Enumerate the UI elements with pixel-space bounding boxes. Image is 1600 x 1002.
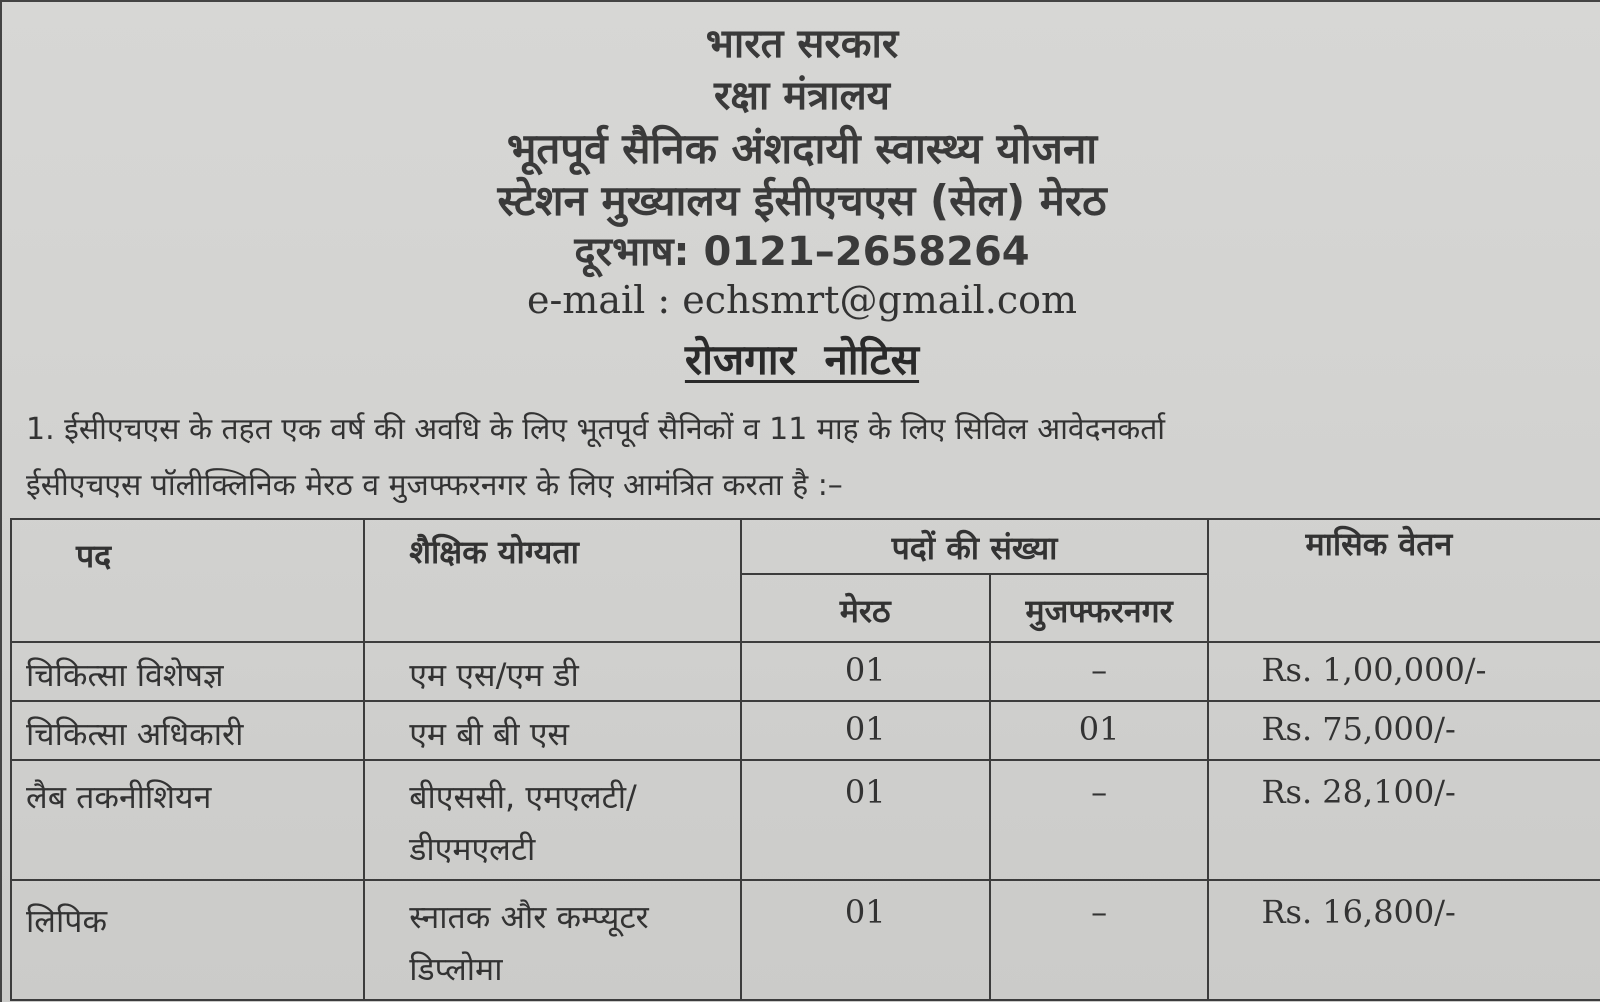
intro-line-1: 1. ईसीएचएस के तहत एक वर्ष की अवधि के लिए भूतपूर्व सैनिकों व 11 माह के लिए सिविल आवेदनकर्ता	[26, 412, 1166, 447]
notice-header	[2, 21, 1600, 387]
intro-paragraph	[26, 402, 1600, 514]
vacancy-table	[10, 518, 1600, 1001]
cell-salary: Rs. 1,00,000/-	[1208, 642, 1600, 701]
cell-post: चिकित्सा विशेषज्ञ	[11, 642, 364, 701]
cell-post: लैब तकनीशियन	[11, 760, 364, 880]
intro-line-2: ईसीएचएस पॉलीक्लिनिक मेरठ व मुजफ्फरनगर के लिए आमंत्रित करता है :–	[26, 468, 843, 503]
cell-muzaffarnagar: –	[990, 642, 1209, 701]
cell-muzaffarnagar: –	[990, 880, 1209, 1000]
header-station: स्टेशन मुख्यालय ईसीएचएस (सेल) मेरठ	[497, 176, 1107, 225]
cell-qualification: एम एस/एम डी	[364, 642, 740, 701]
header-scheme: भूतपूर्व सैनिक अंशदायी स्वास्थ्य योजना	[506, 124, 1098, 173]
notice-title: रोजगार नोटिस	[684, 335, 920, 384]
table-row	[11, 760, 1600, 880]
cell-salary: Rs. 75,000/-	[1208, 701, 1600, 760]
cell-meerut: 01	[741, 760, 990, 880]
cell-qualification: एम बी बी एस	[364, 701, 740, 760]
header-post: पद	[11, 519, 364, 642]
header-phone: दूरभाष: 0121–2658264	[574, 229, 1030, 275]
cell-muzaffarnagar: 01	[990, 701, 1209, 760]
header-email: e-mail : echsmrt@gmail.com	[526, 278, 1078, 322]
cell-qualification: बीएससी, एमएलटी/ डीएमएलटी	[364, 760, 740, 880]
cell-post: चिकित्सा अधिकारी	[11, 701, 364, 760]
header-salary: मासिक वेतन	[1208, 519, 1600, 642]
header-government: भारत सरकार	[705, 21, 899, 67]
cell-salary: Rs. 16,800/-	[1208, 880, 1600, 1000]
header-qualification: शैक्षिक योग्यता	[364, 519, 740, 642]
cell-muzaffarnagar: –	[990, 760, 1209, 880]
table-row	[11, 642, 1600, 701]
header-vacancies: पदों की संख्या	[741, 519, 1209, 574]
table-row	[11, 701, 1600, 760]
header-ministry: रक्षा मंत्रालय	[713, 73, 890, 119]
table-row	[11, 880, 1600, 1000]
header-muzaffarnagar: मुजफ्फरनगर	[990, 574, 1209, 642]
cell-post: लिपिक	[11, 880, 364, 1000]
cell-salary: Rs. 28,100/-	[1208, 760, 1600, 880]
cell-meerut: 01	[741, 642, 990, 701]
header-meerut: मेरठ	[741, 574, 990, 642]
cell-qualification: स्नातक और कम्प्यूटर डिप्लोमा	[364, 880, 740, 1000]
cell-meerut: 01	[741, 880, 990, 1000]
cell-meerut: 01	[741, 701, 990, 760]
